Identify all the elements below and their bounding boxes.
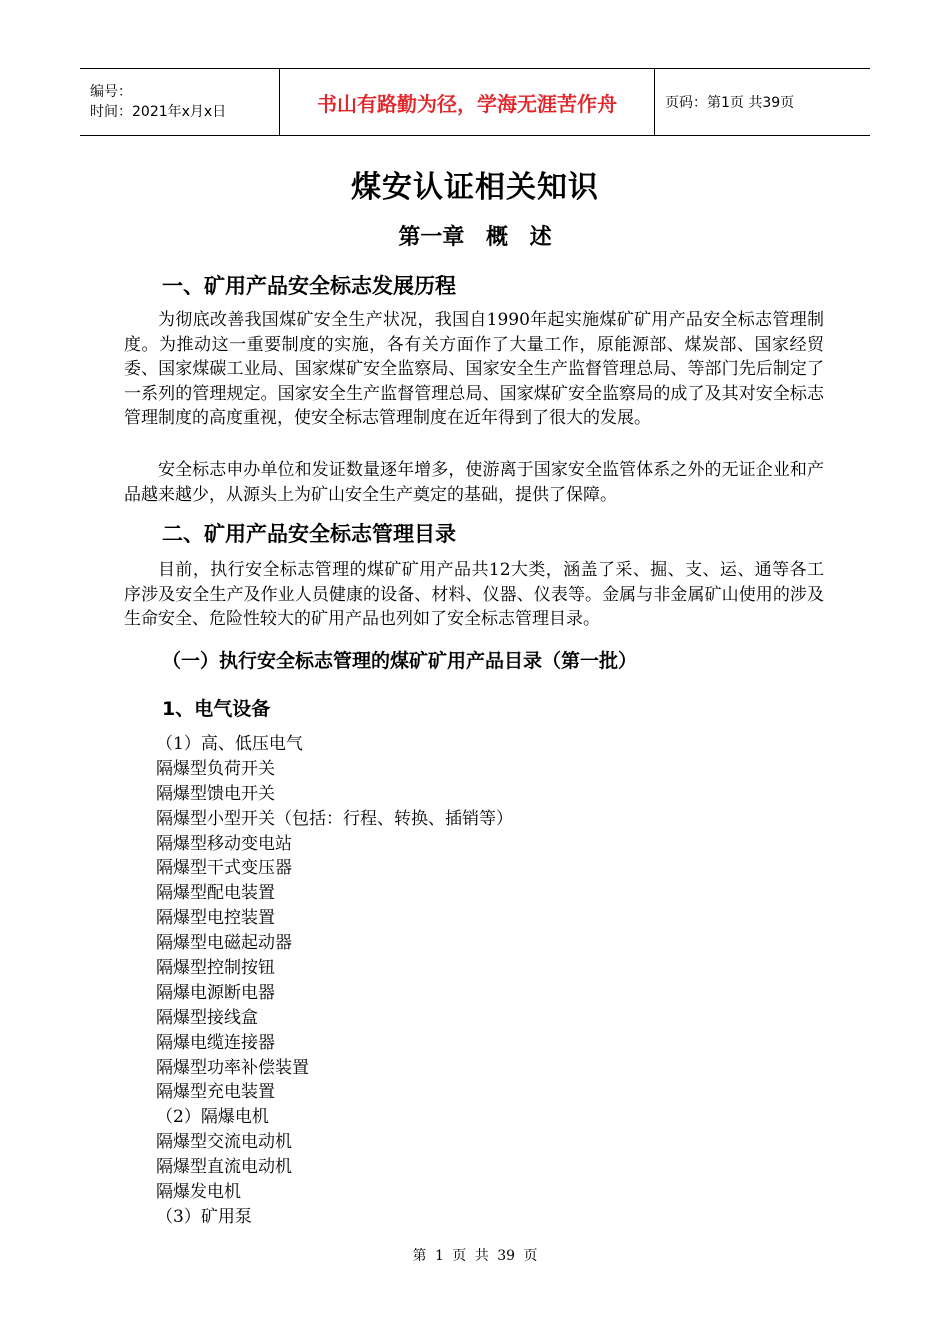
document-number-label: 编号：	[90, 84, 132, 100]
document-title: 煤安认证相关知识	[351, 170, 599, 205]
section-heading-2: 二、矿用产品安全标志管理目录	[162, 522, 456, 546]
list-item: 隔爆发电机	[156, 1182, 241, 1203]
list-item: 隔爆型控制按钮	[156, 958, 275, 979]
chapter-heading: 第一章 概 述	[398, 225, 552, 250]
list-item: （1）高、低压电气	[156, 734, 303, 754]
list-item: 隔爆电缆连接器	[156, 1032, 275, 1053]
paragraph-history: 为彻底改善我国煤矿安全生产状况，我国自1990年起实施煤矿矿用产品安全标志管理制度。为推动这一重要制度的实施，各有关方面作了大量工作，原能源部、煤炭部、国家经贸委、国家煤碳工业局、国家煤矿安全监察局、国家安全生产监督管理总局、等部门先后制定了一系列的管理规定。国家安全生产监督管理总局、国家煤矿安全监察局的成了及其对安全标志管理制度的高度重视，使安全标志管理制度在近年得到了很大的发展。	[124, 310, 824, 429]
header-page-info: 页码：第1页 共39页	[665, 95, 795, 111]
header-meta	[80, 69, 280, 135]
list-item: 隔爆型电磁起动器	[156, 933, 292, 954]
list-item: 隔爆型干式变压器	[156, 858, 292, 879]
list-item: （2）隔爆电机	[156, 1107, 269, 1128]
list-item: 隔爆型充电装置	[156, 1082, 275, 1103]
product-list	[156, 732, 513, 1230]
list-item: 隔爆型电控装置	[156, 908, 275, 929]
list-item: （3）矿用泵	[156, 1206, 252, 1227]
list-item: 隔爆型移动变电站	[156, 833, 292, 854]
subsection-heading-catalog: （一）执行安全标志管理的煤矿矿用产品目录（第一批）	[162, 650, 638, 672]
page-header	[80, 68, 870, 136]
paragraph-catalog: 目前，执行安全标志管理的煤矿矿用产品共12大类，涵盖了采、掘、支、运、通等各工序涉及安全生产及作业人员健康的设备、材料、仪器、仪表等。金属与非金属矿山使用的涉及生命安全、危险性较大的矿用产品也列如了安全标志管理目录。	[124, 560, 824, 630]
subsection-heading-electrical: 1、电气设备	[162, 698, 271, 720]
list-item: 隔爆型交流电动机	[156, 1132, 292, 1153]
list-item: 隔爆型接线盒	[156, 1007, 258, 1028]
list-item: 隔爆电源断电器	[156, 982, 275, 1003]
paragraph-effect: 安全标志申办单位和发证数量逐年增多，使游离于国家安全监管体系之外的无证企业和产品越来越少，从源头上为矿山安全生产奠定的基础，提供了保障。	[124, 460, 824, 505]
list-item: 隔爆型负荷开关	[156, 758, 275, 779]
page-footer: 第 1 页 共 39 页	[412, 1248, 538, 1264]
list-item: 隔爆型功率补偿装置	[156, 1057, 309, 1078]
header-motto: 书山有路勤为径，学海无涯苦作舟	[280, 69, 655, 135]
list-item: 隔爆型直流电动机	[156, 1157, 292, 1178]
list-item: 隔爆型馈电开关	[156, 783, 275, 804]
list-item: 隔爆型小型开关（包括：行程、转换、插销等）	[156, 808, 513, 829]
section-heading-1: 一、矿用产品安全标志发展历程	[162, 274, 456, 298]
list-item: 隔爆型配电装置	[156, 883, 275, 904]
document-date: 时间：2021年x月x日	[90, 104, 227, 120]
